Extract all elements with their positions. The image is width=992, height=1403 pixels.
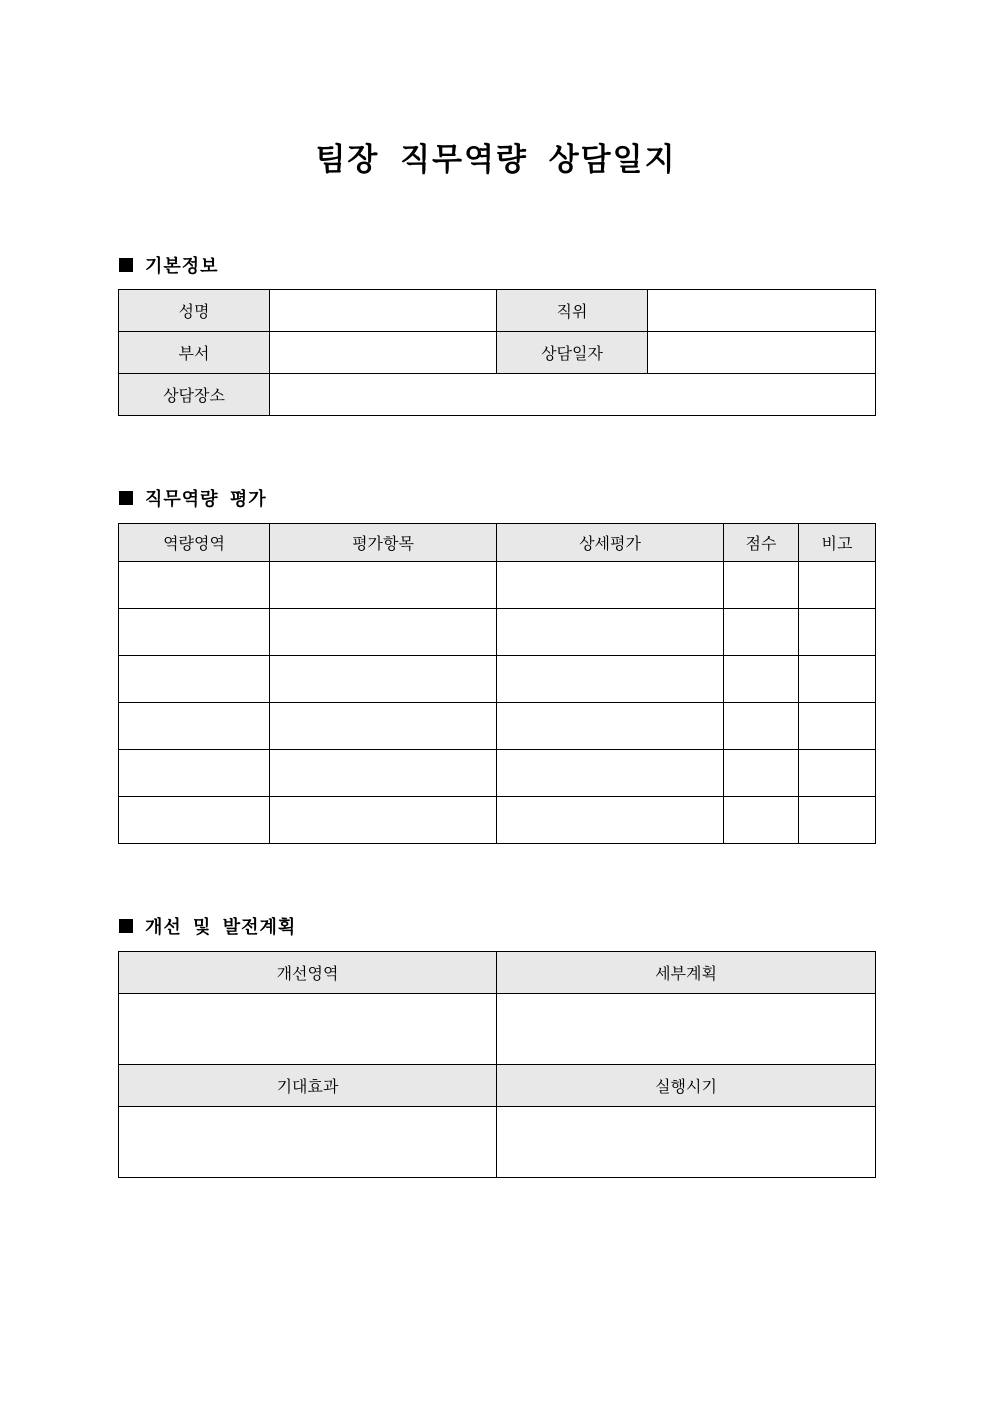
basic-info-heading-text: 기본정보	[145, 256, 219, 277]
plan-table	[118, 951, 876, 1178]
department-field[interactable]	[270, 332, 497, 374]
column-header: 상세평가	[497, 524, 724, 562]
column-header: 역량영역	[119, 524, 270, 562]
detail-evaluation-cell[interactable]	[497, 750, 724, 797]
remarks-cell[interactable]	[799, 609, 876, 656]
evaluation-item-cell[interactable]	[270, 656, 497, 703]
evaluation-item-cell[interactable]	[270, 562, 497, 609]
competency-area-cell[interactable]	[119, 703, 270, 750]
column-header: 평가항목	[270, 524, 497, 562]
table-row	[119, 703, 876, 750]
competency-area-cell[interactable]	[119, 797, 270, 844]
expected-effect-field[interactable]	[119, 1107, 497, 1178]
remarks-cell[interactable]	[799, 703, 876, 750]
score-cell[interactable]	[724, 562, 799, 609]
plan-heading	[119, 914, 296, 938]
evaluation-heading	[119, 486, 267, 510]
square-bullet-icon	[119, 919, 133, 933]
remarks-cell[interactable]	[799, 562, 876, 609]
detail-evaluation-cell[interactable]	[497, 609, 724, 656]
detail-plan-field[interactable]	[497, 994, 876, 1065]
position-field[interactable]	[648, 290, 876, 332]
evaluation-item-cell[interactable]	[270, 703, 497, 750]
expected-effect-label: 기대효과	[119, 1065, 497, 1107]
detail-evaluation-cell[interactable]	[497, 656, 724, 703]
score-cell[interactable]	[724, 609, 799, 656]
score-cell[interactable]	[724, 656, 799, 703]
score-cell[interactable]	[724, 797, 799, 844]
name-label: 성명	[119, 290, 270, 332]
detail-evaluation-cell[interactable]	[497, 703, 724, 750]
competency-area-cell[interactable]	[119, 656, 270, 703]
evaluation-item-cell[interactable]	[270, 750, 497, 797]
name-field[interactable]	[270, 290, 497, 332]
column-header: 점수	[724, 524, 799, 562]
square-bullet-icon	[119, 491, 133, 505]
evaluation-item-cell[interactable]	[270, 797, 497, 844]
evaluation-item-cell[interactable]	[270, 609, 497, 656]
table-row	[119, 609, 876, 656]
plan-heading-text: 개선 및 발전계획	[145, 917, 297, 938]
table-row	[119, 750, 876, 797]
remarks-cell[interactable]	[799, 656, 876, 703]
detail-evaluation-cell[interactable]	[497, 562, 724, 609]
remarks-cell[interactable]	[799, 797, 876, 844]
detail-evaluation-cell[interactable]	[497, 797, 724, 844]
improvement-area-field[interactable]	[119, 994, 497, 1065]
place-label: 상담장소	[119, 374, 270, 416]
position-label: 직위	[497, 290, 648, 332]
basic-info-heading	[119, 253, 219, 277]
competency-area-cell[interactable]	[119, 750, 270, 797]
competency-area-cell[interactable]	[119, 562, 270, 609]
table-row	[119, 562, 876, 609]
score-cell[interactable]	[724, 703, 799, 750]
evaluation-table	[118, 523, 876, 844]
competency-area-cell[interactable]	[119, 609, 270, 656]
execution-timing-label: 실행시기	[497, 1065, 876, 1107]
place-field[interactable]	[270, 374, 876, 416]
column-header: 비고	[799, 524, 876, 562]
evaluation-heading-text: 직무역량 평가	[145, 489, 267, 510]
square-bullet-icon	[119, 258, 133, 272]
improvement-area-label: 개선영역	[119, 952, 497, 994]
department-label: 부서	[119, 332, 270, 374]
score-cell[interactable]	[724, 750, 799, 797]
date-label: 상담일자	[497, 332, 648, 374]
date-field[interactable]	[648, 332, 876, 374]
page-title: 팀장 직무역량 상담일지	[315, 142, 677, 178]
basic-info-table	[118, 289, 876, 416]
detail-plan-label: 세부계획	[497, 952, 876, 994]
remarks-cell[interactable]	[799, 750, 876, 797]
execution-timing-field[interactable]	[497, 1107, 876, 1178]
table-row	[119, 797, 876, 844]
table-row	[119, 656, 876, 703]
